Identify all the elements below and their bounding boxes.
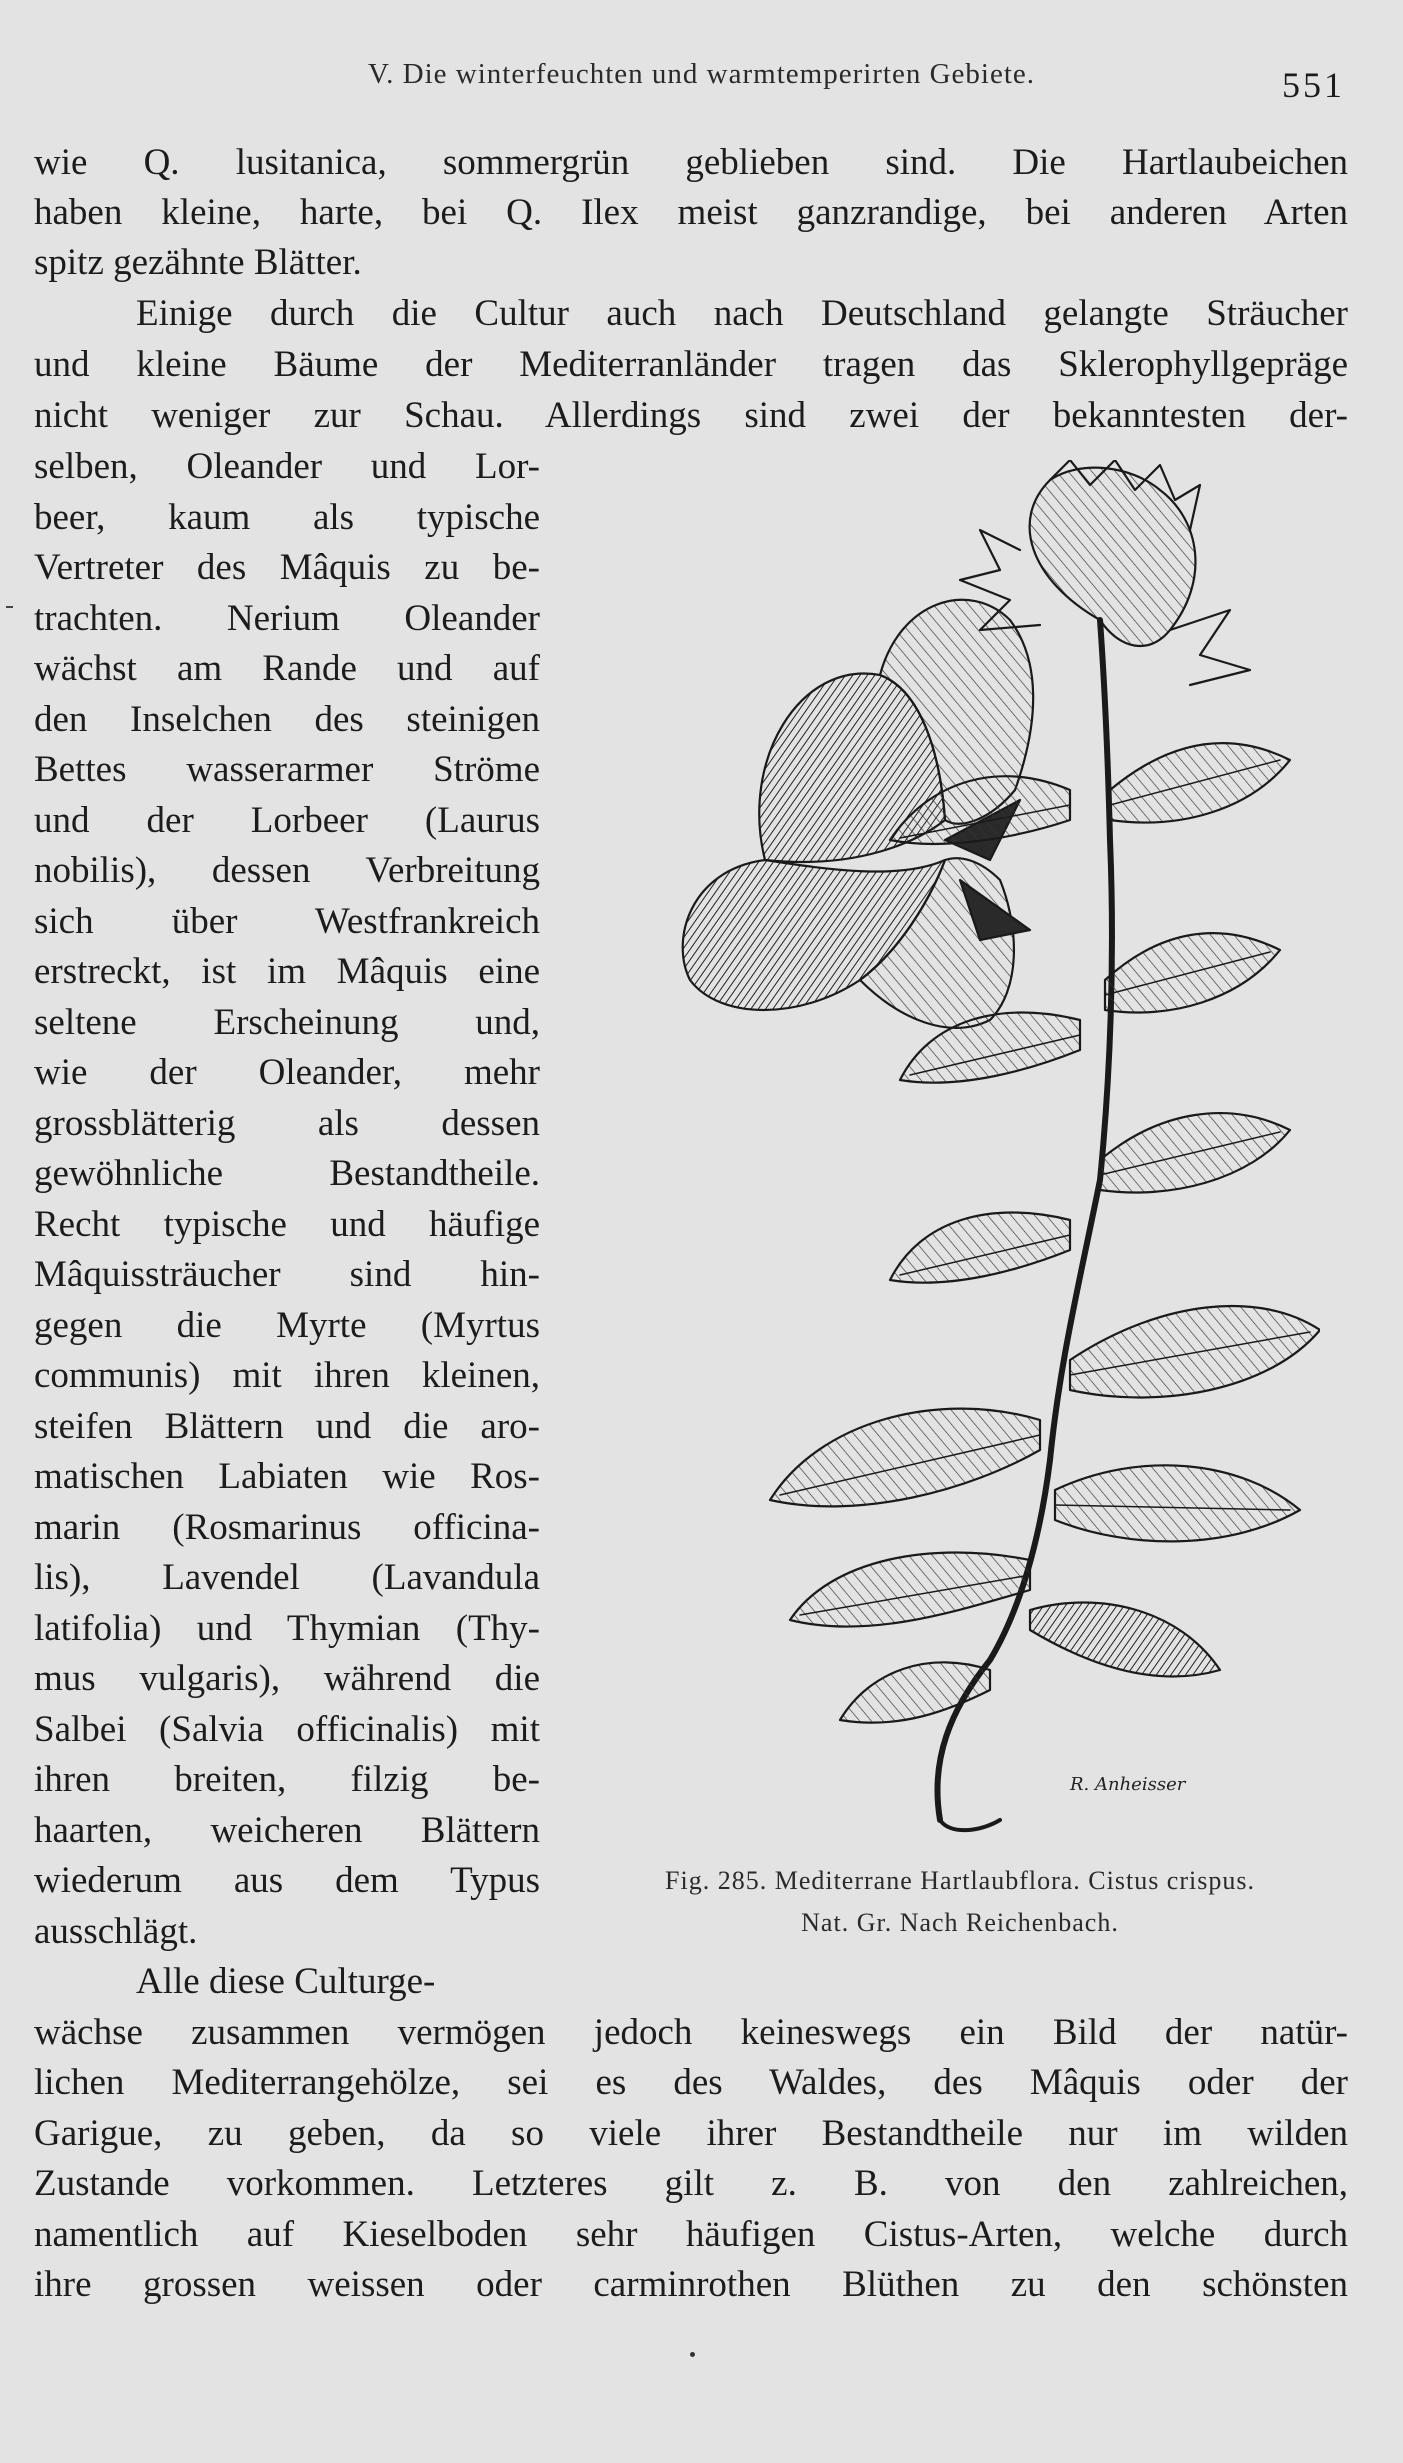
print-speck: [690, 2352, 695, 2357]
running-header: V. Die winterfeuchten und warmtemperirten Gebiete.: [367, 58, 1036, 90]
text-line: den Inselchen des steinigen: [34, 699, 540, 740]
text-line: seltene Erscheinung und,: [34, 1002, 540, 1043]
text-line: spitz gezähnte Blätter.: [34, 242, 362, 283]
text-line: latifolia) und Thymian (Thy-: [34, 1608, 540, 1649]
text-line: haarten, weicheren Blättern: [34, 1810, 540, 1851]
text-line: communis) mit ihren kleinen,: [34, 1355, 540, 1396]
text-line: marin (Rosmarinus officina-: [34, 1507, 540, 1548]
text-line: lis), Lavendel (Lavandula: [34, 1557, 540, 1598]
text-line: wächst am Rande und auf: [34, 648, 540, 689]
text-line: Mâquissträucher sind hin-: [34, 1254, 540, 1295]
text-line: steifen Blättern und die aro-: [34, 1406, 540, 1447]
text-line: nicht weniger zur Schau. Allerdings sind zwei der bekanntesten der-: [34, 395, 1348, 436]
text-line: trachten. Nerium Oleander: [34, 598, 540, 639]
cistus-crispus-illustration: [600, 460, 1320, 1840]
text-line: nobilis), dessen Verbreitung: [34, 850, 540, 891]
text-line: ihren breiten, filzig be-: [34, 1759, 540, 1800]
plant-engraving: [600, 460, 1320, 1840]
text-line: namentlich auf Kieselboden sehr häufigen Cistus-Arten, welche durch: [34, 2214, 1348, 2255]
text-line: Alle diese Culturge-: [136, 1961, 436, 2002]
text-line: lichen Mediterrangehölze, sei es des Waldes, des Mâquis oder der: [34, 2062, 1348, 2103]
text-line: Salbei (Salvia officinalis) mit: [34, 1709, 540, 1750]
text-line: erstreckt, ist im Mâquis eine: [34, 951, 540, 992]
text-line: Garigue, zu geben, da so viele ihrer Bestandtheile nur im wilden: [34, 2113, 1348, 2154]
text-line: Bettes wasserarmer Ströme: [34, 749, 540, 790]
figure-caption-source: Nat. Gr. Nach Reichenbach.: [801, 1908, 1119, 1937]
text-line: Recht typische und häufige: [34, 1204, 540, 1245]
text-line: Zustande vorkommen. Letzteres gilt z. B. von den zahlreichen,: [34, 2163, 1348, 2204]
text-line: selben, Oleander und Lor-: [34, 446, 540, 487]
margin-mark: [6, 606, 13, 608]
figure-caption: Fig. 285. Mediterrane Hartlaubflora. Cistus crispus.: [665, 1866, 1255, 1895]
text-line: ihre grossen weissen oder carminrothen Blüthen zu den schönsten: [34, 2264, 1348, 2305]
text-line: mus vulgaris), während die: [34, 1658, 540, 1699]
text-line: wächse zusammen vermögen jedoch keineswegs ein Bild der natür-: [34, 2012, 1348, 2053]
text-line: beer, kaum als typische: [34, 497, 540, 538]
text-line: und der Lorbeer (Laurus: [34, 800, 540, 841]
text-line: wie der Oleander, mehr: [34, 1052, 540, 1093]
text-line: und kleine Bäume der Mediterranländer tragen das Sklerophyllgepräge: [34, 344, 1348, 385]
page-number: 551: [1282, 65, 1345, 105]
text-line: sich über Westfrankreich: [34, 901, 540, 942]
text-line: haben kleine, harte, bei Q. Ilex meist ganzrandige, bei anderen Arten: [34, 192, 1348, 233]
text-line: grossblätterig als dessen: [34, 1103, 540, 1144]
text-line: Vertreter des Mâquis zu be-: [34, 547, 540, 588]
text-line: gewöhnliche Bestandtheile.: [34, 1153, 540, 1194]
text-line: matischen Labiaten wie Ros-: [34, 1456, 540, 1497]
text-line: wie Q. lusitanica, sommergrün geblieben sind. Die Hartlaubeichen: [34, 142, 1348, 183]
text-line: gegen die Myrte (Myrtus: [34, 1305, 540, 1346]
text-line: ausschlägt.: [34, 1911, 198, 1952]
text-line: Einige durch die Cultur auch nach Deutschland gelangte Sträucher: [136, 293, 1348, 334]
artist-signature: R. Anheisser: [1070, 1774, 1186, 1795]
text-line: wiederum aus dem Typus: [34, 1860, 540, 1901]
